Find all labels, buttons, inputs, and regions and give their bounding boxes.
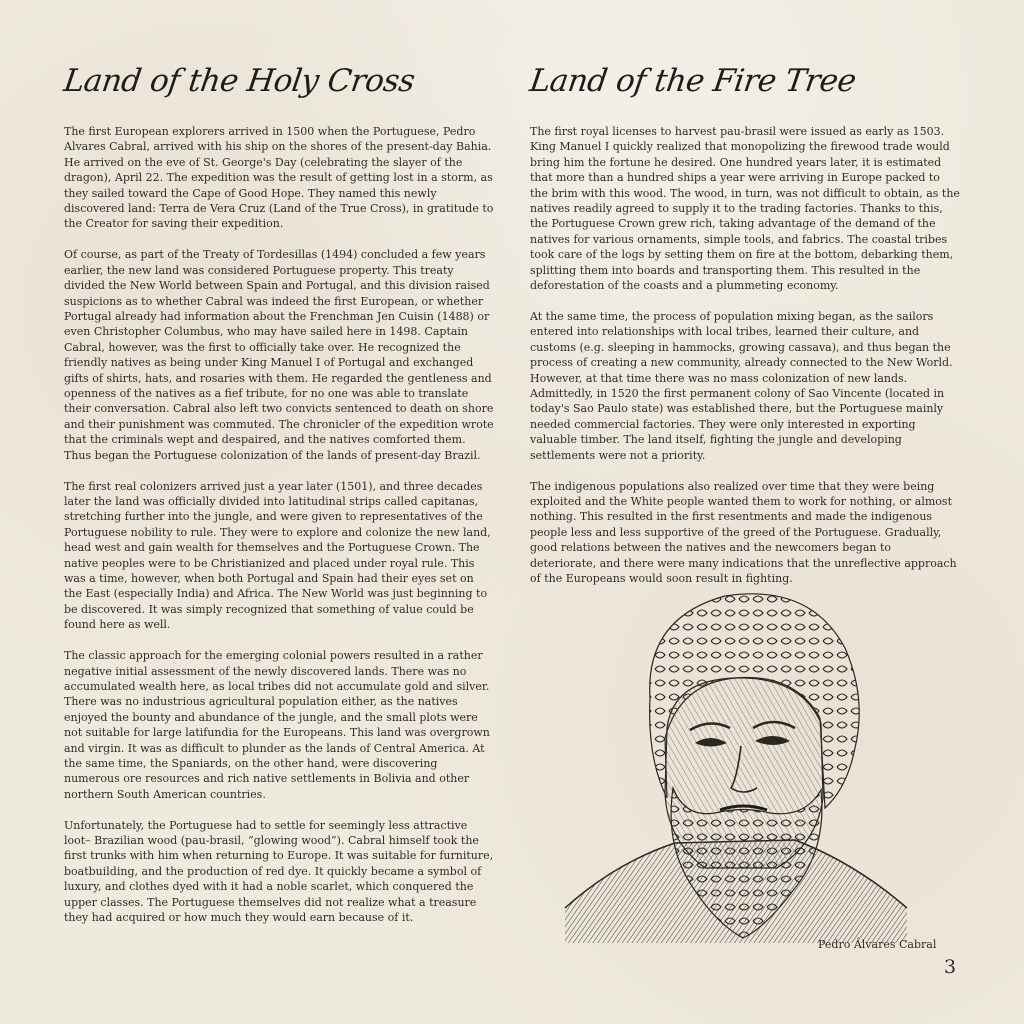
left-section-title: Land of the Holy Cross [61,63,417,99]
left-paragraph-1: The first European explorers arrived in 1500 when the Portuguese, Pedro Alvares Cabral, arrived with his ship on the shores of the present-day Bahia. He arrived on the eve of St. George's Day (celebrating the slayer of the dragon), April 22. The expedition was the result of getting lost in a storm, as they sailed toward the Cape of Good Hope. They named this newly discovered land: Terra de Vera Cruz (Land of the True Cross), in gratitude to the Creator for saving their expedition. [64,125,494,231]
left-paragraph-5: Unfortunately, the Portuguese had to settle for seemingly less attractive loot– Brazilian wood (pau-brasil, “glowing wood”). Cabral himself took the first trunks with him when returning to Europe. It was suitable for furniture, boatbuilding, and the production of red dye. It quickly became a symbol of luxury, and clothes dyed with it had a noble scarlet, which conquered the upper classes. The Portuguese themselves did not realize what a treasure they had acquired or how much they would earn because of it. [64,818,494,925]
portrait-engraving [555,578,915,943]
page-number: 3 [944,956,957,978]
left-paragraph-4: The classic approach for the emerging colonial powers resulted in a rather negative initial assessment of the newly discovered lands. There was no accumulated wealth here, as local tribes did not accumulate gold and silver. There was no industrious agricultural population either, as the natives enjoyed the bounty and abundance of the jungle, and the small plots were not suitable for large latifundia for the Europeans. This land was overgrown and virgin. It was as difficult to plunder as the lands of Central America. At the same time, the Spaniards, on the other hand, were discovering numerous ore resources and rich native settlements in Bolivia and other northern South American countries. [64,649,490,801]
portrait-caption: Pedro Álvares Cabral [818,938,937,951]
left-paragraph-3: The first real colonizers arrived just a year later (1501), and three decades later the land was officially divided into latitudinal strips called capitanas, stretching further into the jungle, and were given to representatives of the Portuguese nobility to rule. They were to explore and colonize the new land, head west and gain wealth for themselves and the Portuguese Crown. The native peoples were to be Christianized and placed under royal rule. This was a time, however, when both Portugal and Spain had their eyes set on the East (especially India) and Africa. The New World was just beginning to be discovered. It was simply recognized that something of value could be found here as well. [64,479,491,632]
cabral-portrait-image [555,578,915,943]
right-section-title: Land of the Fire Tree [527,63,859,99]
right-paragraph-1: The first royal licenses to harvest pau-brasil were issued as early as 1503. King Manuel I quickly realized that monopolizing the firewood trade would bring him the fortune he desired. One hundred years later, it is estimated that more than a hundred ships a year were arriving in Europe packed to the brim with this wood. The wood, in turn, was not difficult to obtain, as the natives readily agreed to supply it to the trading factories. Thanks to this, the Portuguese Crown grew rich, taking advantage of the demand of the natives for various ornaments, simple tools, and fabrics. The coastal tribes took care of the logs by setting them on fire at the bottom, debarking them, splitting them into boards and transporting them. This resulted in the deforestation of the coasts and a plummeting economy. [530,125,960,293]
left-column [61,60,494,941]
right-column [527,60,960,602]
left-paragraph-2: Of course, as part of the Treaty of Tordesillas (1494) concluded a few years earlier, the new land was considered Portuguese property. This treaty divided the New World between Spain and Portugal, and this division raised suspicions as to whether Cabral was indeed the first European, or whether Portugal already had information about the Frenchman Jen Cuisin (1488) or even Christopher Columbus, who may have sailed here in 1498. Captain Cabral, however, was the first to officially take over. He recognized the friendly natives as being under King Manuel I of Portugal and exchanged gifts of shirts, hats, and rosaries with them. He regarded the gentleness and openness of the natives as a fief tribute, for no one was able to translate their conversation. Cabral also left two convicts sentenced to death on shore and their punishment was commuted. The chronicler of the expedition wrote that the criminals wept and despaired, and the natives comforted them. Thus began the Portuguese colonization of the lands of present-day Brazil. [64,248,494,462]
right-paragraph-3: The indigenous populations also realized over time that they were being exploited and the White people wanted them to work for nothing, or almost nothing. This resulted in the first resentments and made the indigenous people less and less supportive of the greed of the Portuguese. Gradually, good relations between the natives and the newcomers began to deteriorate, and there were many indications that the unreflective approach of the Europeans would soon result in fighting. [530,479,957,585]
right-paragraph-2: At the same time, the process of population mixing began, as the sailors entered into relationships with local tribes, learned their culture, and customs (e.g. sleeping in hammocks, growing cassava), and thus began the process of creating a new community, already connected to the New World. However, at that time there was no mass colonization of new lands. Admittedly, in 1520 the first permanent colony of Sao Vincente (located in today's Sao Paulo state) was established there, but the Portuguese mainly needed commercial factories. They were only interested in exporting valuable timber. The land itself, fighting the jungle and developing settlements were not a priority. [530,309,953,462]
